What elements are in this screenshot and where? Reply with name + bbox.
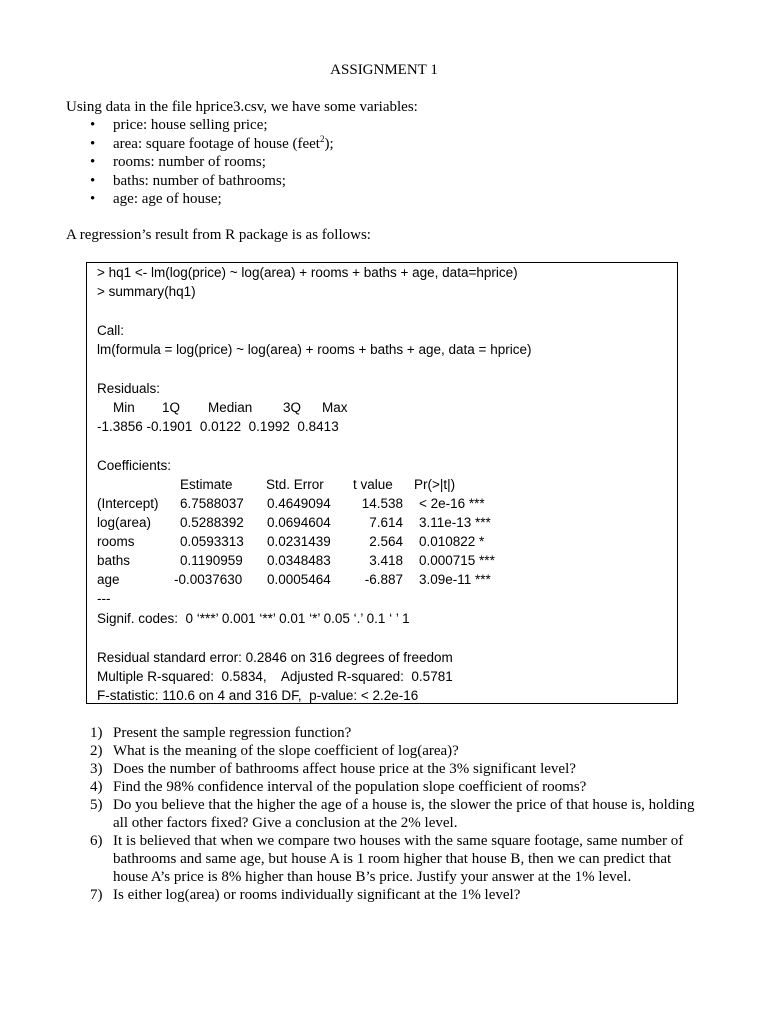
question-text: Find the 98% confidence interval of the population slope coefficient of rooms? — [113, 779, 587, 795]
coef-std-error: 0.4649094 — [267, 496, 331, 511]
coef-row-name: log(area) — [97, 515, 152, 530]
residual-header: Median — [208, 400, 253, 415]
question-number: 4) — [90, 779, 103, 795]
coef-t-value: 3.418 — [369, 553, 403, 568]
list-item — [90, 172, 334, 191]
question-text: It is believed that when we compare two houses with the same square footage, same number of bathrooms and same age, but house A is 1 room higher that house B, then we can predict that house A’s price is 8% higher than house B’s price. Justify your answer at the 1% level. — [113, 833, 684, 885]
bullet-icon: • — [90, 117, 96, 133]
residual-header: Min — [113, 400, 135, 415]
coef-estimate: 0.1190959 — [180, 553, 243, 568]
bullet-icon: • — [90, 135, 96, 152]
variable-age: age: age of house; — [113, 191, 222, 207]
question-text: Present the sample regression function? — [113, 725, 352, 741]
residuals-label: Residuals: — [97, 381, 161, 396]
list-item — [90, 796, 700, 832]
signif-codes: Signif. codes: 0 ‘***’ 0.001 ‘**’ 0.01 ‘*’ 0.05 ‘.’ 0.1 ‘ ’ 1 — [97, 611, 410, 626]
assignment-title: ASSIGNMENT 1 — [330, 62, 438, 78]
intro-text: Using data in the file hprice3.csv, we have some variables: — [66, 99, 418, 115]
variable-price: price: house selling price; — [113, 117, 268, 133]
coef-t-value: 2.564 — [369, 534, 403, 549]
coef-header: Estimate — [180, 477, 233, 492]
regression-intro: A regression’s result from R package is as follows: — [66, 227, 371, 243]
residual-header: 3Q — [283, 400, 302, 415]
separator-line: --- — [97, 591, 111, 606]
coef-p-value: 3.09e-11 *** — [419, 572, 491, 587]
coef-std-error: 0.0694604 — [267, 515, 331, 530]
variable-area-end: ); — [324, 135, 334, 152]
residual-header: Max — [322, 400, 348, 415]
question-number: 6) — [90, 833, 103, 849]
coef-std-error: 0.0348483 — [267, 553, 331, 568]
question-text: What is the meaning of the slope coefficient of log(area)? — [113, 743, 459, 759]
coef-p-value: < 2e-16 *** — [419, 496, 485, 511]
coef-row-name: baths — [97, 553, 131, 568]
question-number: 1) — [90, 725, 103, 741]
question-number: 7) — [90, 887, 103, 903]
coef-p-value: 0.010822 * — [419, 534, 485, 549]
coef-std-error: 0.0231439 — [267, 534, 331, 549]
coefficients-label: Coefficients: — [97, 458, 172, 473]
r-command: > summary(hq1) — [97, 284, 196, 299]
question-number: 3) — [90, 761, 103, 777]
bullet-icon: • — [90, 172, 96, 189]
residual-header: 1Q — [162, 400, 181, 415]
question-list — [90, 724, 700, 904]
coef-estimate: 0.5288392 — [180, 515, 244, 530]
list-item — [90, 886, 700, 904]
coef-header: Pr(>|t|) — [414, 477, 456, 492]
list-item — [90, 153, 334, 172]
residual-std-error: Residual standard error: 0.2846 on 316 degrees of freedom — [97, 650, 453, 665]
coef-t-value: 7.614 — [369, 515, 403, 530]
superscript: 2 — [319, 133, 325, 144]
coef-row-name: (Intercept) — [97, 496, 159, 511]
r-output-box — [86, 262, 678, 704]
list-item — [90, 135, 334, 154]
bullet-icon: • — [90, 154, 96, 170]
coef-std-error: 0.0005464 — [267, 572, 331, 587]
list-item — [90, 778, 700, 796]
question-number: 2) — [90, 743, 103, 759]
coef-header: Std. Error — [266, 477, 324, 492]
coef-p-value: 0.000715 *** — [419, 553, 495, 568]
coef-t-value: -6.887 — [364, 572, 403, 587]
call-formula: lm(formula = log(price) ~ log(area) + rooms + baths + age, data = hprice) — [97, 342, 532, 357]
question-text: Does the number of bathrooms affect house price at the 3% significant level? — [113, 761, 576, 777]
question-text: Do you believe that the higher the age of a house is, the slower the price of that house is, holding all other factors fixed? Give a conclusion at the 2% level. — [113, 797, 695, 831]
coef-estimate: 0.0593313 — [180, 534, 244, 549]
coef-t-value: 14.538 — [361, 496, 403, 511]
coef-p-value: 3.11e-13 *** — [419, 515, 491, 530]
list-item — [90, 116, 334, 135]
variable-rooms: rooms: number of rooms; — [113, 154, 266, 170]
list-item — [90, 724, 700, 742]
coef-row-name: rooms — [97, 534, 135, 549]
f-statistic: F-statistic: 110.6 on 4 and 316 DF, p-value: < 2.2e-16 — [97, 688, 419, 703]
variable-list — [90, 116, 334, 209]
list-item — [90, 742, 700, 760]
coef-estimate: -0.0037630 — [174, 572, 243, 587]
coef-header: t value — [353, 477, 393, 492]
residual-values: -1.3856 -0.1901 0.0122 0.1992 0.8413 — [97, 419, 339, 434]
coef-row-name: age — [97, 572, 120, 587]
r-squared: Multiple R-squared: 0.5834, Adjusted R-squared: 0.5781 — [97, 669, 453, 684]
call-label: Call: — [97, 323, 125, 338]
question-number: 5) — [90, 797, 103, 813]
list-item — [90, 760, 700, 778]
bullet-icon: • — [90, 191, 96, 207]
list-item — [90, 190, 334, 209]
r-command: > hq1 <- lm(log(price) ~ log(area) + rooms + baths + age, data=hprice) — [97, 265, 518, 280]
variable-area: area: square footage of house (feet — [113, 135, 320, 152]
coef-estimate: 6.7588037 — [180, 496, 244, 511]
variable-baths: baths: number of bathrooms; — [113, 172, 286, 189]
question-text: Is either log(area) or rooms individually significant at the 1% level? — [113, 887, 521, 903]
list-item — [90, 832, 700, 886]
